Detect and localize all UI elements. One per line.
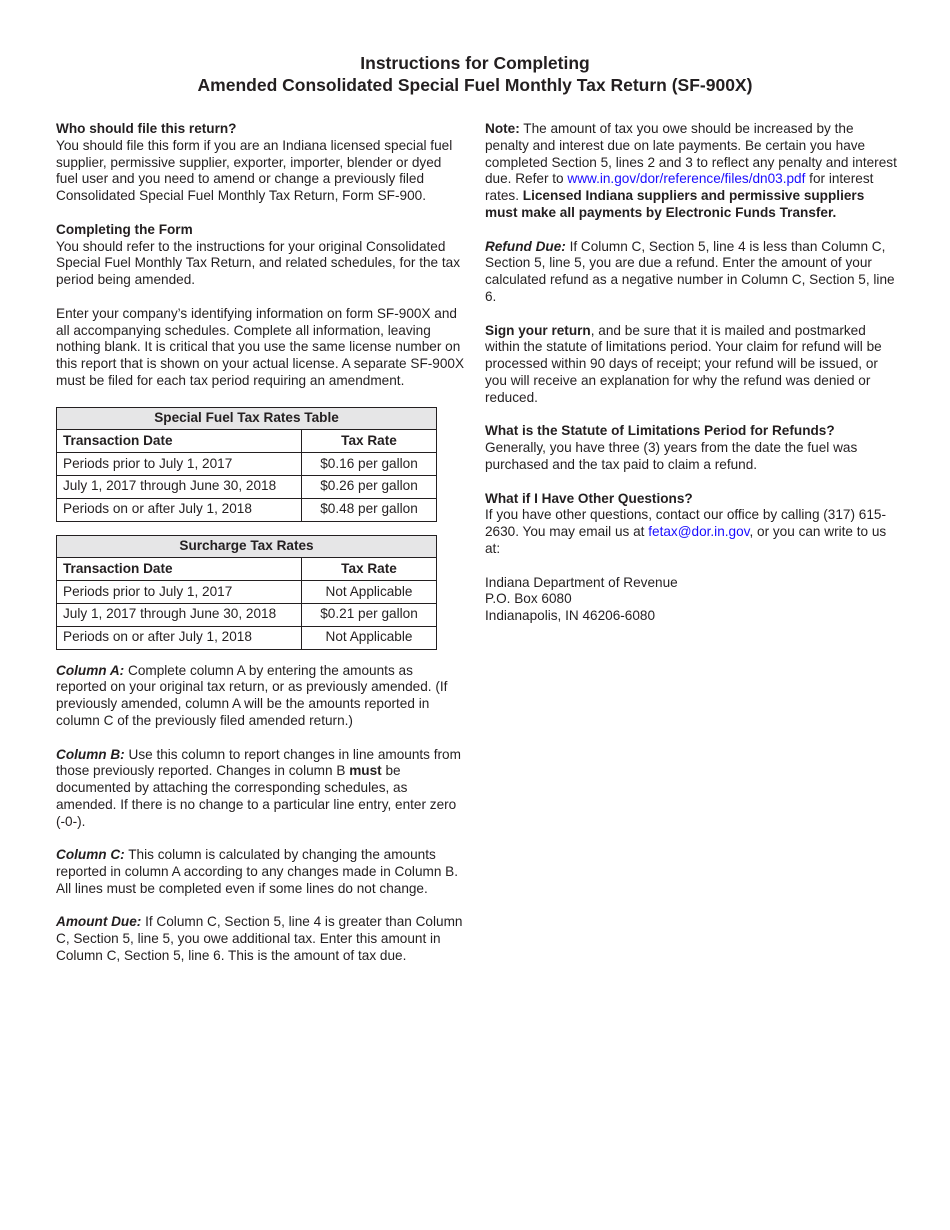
mailing-address — [485, 575, 897, 625]
surcharge-row-date: Periods on or after July 1, 2018 — [57, 626, 302, 649]
completing-form-body: You should refer to the instructions for your original Consolidated Special Fuel Monthly Tax Return, and related schedules, for the tax period being amended. — [56, 238, 461, 288]
who-should-file-body: You should file this form if you are an Indiana licensed special fuel supplier, permissive supplier, exporter, importer, blender or dyed fuel user and you need to amend or change a previously filed Consolidated Special Fuel Monthly Tax Return, Form SF-900. — [56, 137, 453, 204]
address-line-1: Indiana Department of Revenue — [485, 574, 678, 590]
fuel-row-date: Periods prior to July 1, 2017 — [57, 453, 302, 476]
column-b-paragraph — [56, 747, 466, 831]
who-should-file-section — [56, 121, 466, 205]
surcharge-row-rate: Not Applicable — [302, 626, 437, 649]
fuel-row-date: July 1, 2017 through June 30, 2018 — [57, 475, 302, 498]
fuel-table-header-date: Transaction Date — [57, 430, 302, 453]
refund-due-label: Refund Due: — [485, 238, 566, 254]
title-line-1: Instructions for Completing — [360, 53, 590, 73]
note-paragraph — [485, 121, 897, 222]
left-column — [56, 121, 466, 982]
table-row — [57, 581, 437, 604]
statute-section — [485, 423, 897, 473]
surcharge-tax-rates-table — [56, 535, 437, 650]
column-c-label: Column C: — [56, 847, 125, 863]
surcharge-row-date: Periods prior to July 1, 2017 — [57, 581, 302, 604]
rate-tables — [56, 407, 466, 650]
statute-heading: What is the Statute of Limitations Period for Refunds? — [485, 423, 835, 439]
column-c-paragraph — [56, 847, 466, 897]
amount-due-paragraph — [56, 914, 466, 964]
completing-form-heading: Completing the Form — [56, 221, 193, 237]
amount-due-body: If Column C, Section 5, line 4 is greater than Column C, Section 5, line 5, you owe additional tax. Enter this amount in Column C, Section 5, line 6. This is the amount of tax due. — [56, 914, 463, 964]
column-b-body-1: Use this column to report changes in line amounts from those previously reported. Changes in column B — [56, 746, 461, 779]
surcharge-table-header-date: Transaction Date — [57, 558, 302, 581]
surcharge-row-rate: Not Applicable — [302, 581, 437, 604]
address-line-3: Indianapolis, IN 46206-6080 — [485, 608, 656, 624]
special-fuel-tax-rates-table — [56, 407, 437, 522]
table-row — [57, 626, 437, 649]
column-b-label: Column B: — [56, 746, 125, 762]
questions-body-2: , or you can write to us at: — [485, 524, 887, 556]
fuel-table-caption: Special Fuel Tax Rates Table — [57, 407, 437, 430]
email-link[interactable]: fetax@dor.in.gov — [648, 524, 750, 540]
table-row — [57, 453, 437, 476]
column-a-label: Column A: — [56, 662, 125, 678]
fuel-row-date: Periods on or after July 1, 2018 — [57, 498, 302, 521]
refund-due-body: If Column C, Section 5, line 4 is less than Column C, Section 5, line 5, you are due a refund. Enter the amount of your calculated refund as a negative number in Column C, Section 5, line 6. — [485, 238, 895, 304]
questions-heading: What if I Have Other Questions? — [485, 490, 693, 506]
address-line-2: P.O. Box 6080 — [485, 591, 572, 607]
statute-body: Generally, you have three (3) years from the date the fuel was purchased and the tax paid to claim a refund. — [485, 440, 858, 472]
title-line-2: Amended Consolidated Special Fuel Monthly Tax Return (SF-900X) — [197, 75, 753, 95]
note-body-2: for interest rates. — [485, 171, 874, 204]
fuel-row-rate: $0.26 per gallon — [302, 475, 437, 498]
column-a-body: Complete column A by entering the amounts as reported on your original tax return, or as previously amended. (If previously amended, column A will be the amounts reported in column C of the previously filed amended return.) — [56, 662, 448, 728]
surcharge-table-caption: Surcharge Tax Rates — [57, 535, 437, 558]
note-label: Note: — [485, 121, 520, 136]
sign-return-label: Sign your return — [485, 322, 591, 338]
note-body-1: The amount of tax you owe should be increased by the penalty and interest due on late payments. Be certain you have completed Section 5, lines 2 and 3 to reflect any penalty and interest due. Refer to — [485, 121, 897, 187]
table-row — [57, 475, 437, 498]
amount-due-label: Amount Due: — [56, 914, 142, 930]
refund-due-paragraph — [485, 239, 897, 306]
surcharge-table-header-rate: Tax Rate — [302, 558, 437, 581]
column-b-must: must — [349, 763, 382, 779]
fuel-row-rate: $0.48 per gallon — [302, 498, 437, 521]
sign-return-paragraph — [485, 323, 897, 407]
document-title — [0, 52, 950, 96]
table-row — [57, 603, 437, 626]
who-should-file-heading: Who should file this return? — [56, 121, 237, 136]
table-row — [57, 498, 437, 521]
identifying-info-paragraph: Enter your company’s identifying information on form SF-900X and all accompanying schedules. Complete all information, leaving nothing blank. It is critical that you use the same license number on this report that is shown on your actual license. A separate SF-900X must be filed for each tax period requiring an amendment. — [56, 305, 465, 388]
completing-form-section — [56, 222, 466, 289]
right-column — [485, 121, 897, 642]
fuel-table-header-rate: Tax Rate — [302, 430, 437, 453]
surcharge-row-rate: $0.21 per gallon — [302, 603, 437, 626]
sign-return-body: , and be sure that it is mailed and postmarked within the statute of limitations period. Your claim for refund will be processed within 90 days of receipt; your refund will be issued, or you will receive an explanation for why the refund was denied or reduced. — [485, 322, 882, 405]
column-c-body: This column is calculated by changing the amounts reported in column A according to any changes made in Column B. All lines must be completed even if some lines do not change. — [56, 847, 459, 896]
questions-section — [485, 491, 897, 558]
column-a-paragraph — [56, 663, 466, 730]
surcharge-row-date: July 1, 2017 through June 30, 2018 — [57, 603, 302, 626]
questions-body-1: If you have other questions, contact our office by calling (317) 615-2630. You may email us at — [485, 507, 887, 540]
column-b-body-2: be documented by attaching the corresponding schedules, as amended. If there is no change to a particular line entry, enter zero (-0-). — [56, 763, 457, 829]
fuel-row-rate: $0.16 per gallon — [302, 453, 437, 476]
interest-rates-link[interactable]: www.in.gov/dor/reference/files/dn03.pdf — [567, 171, 806, 187]
note-eft-requirement: Licensed Indiana suppliers and permissive suppliers must make all payments by Electronic Funds Transfer. — [485, 188, 865, 220]
